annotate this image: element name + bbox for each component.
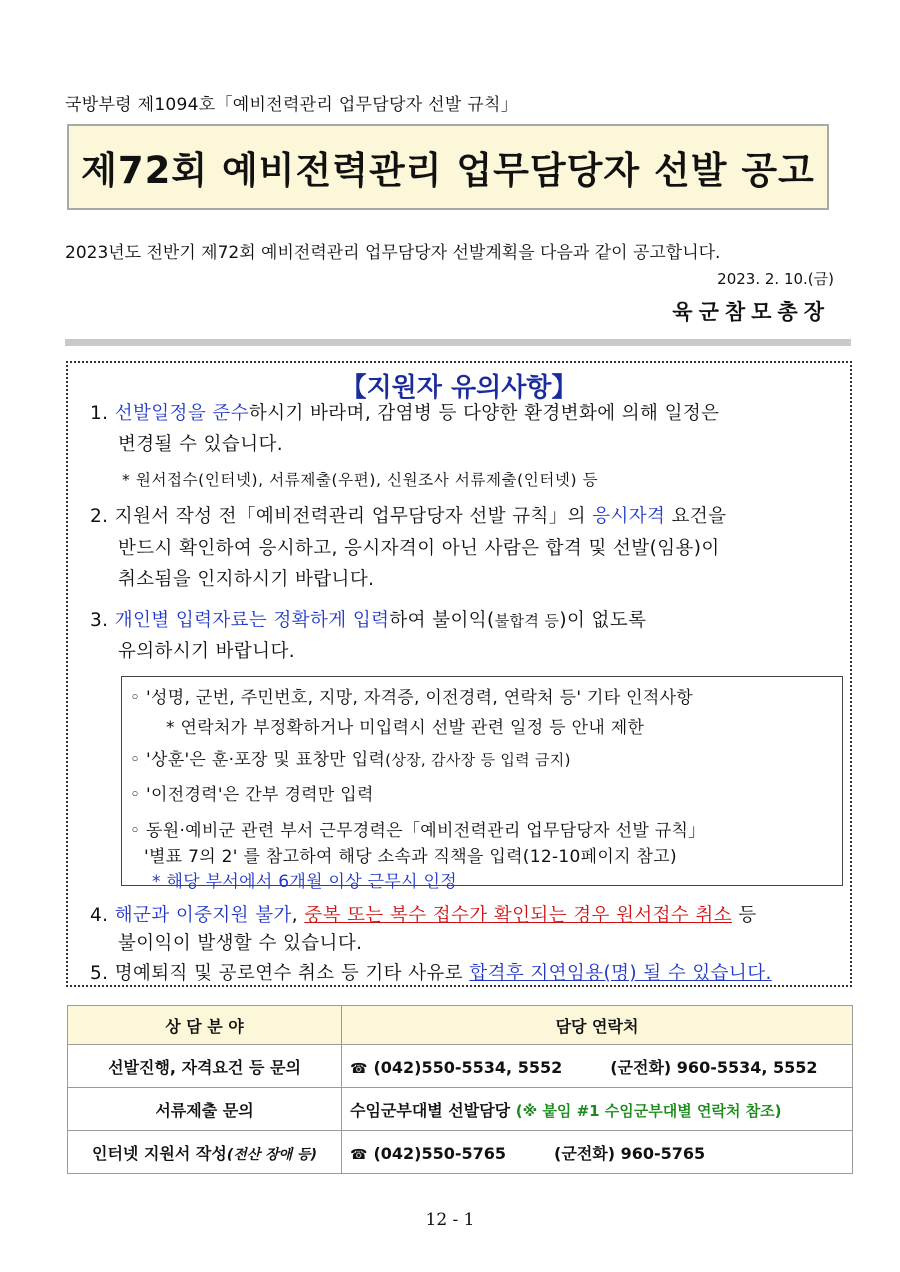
page-number: 12 - 1 xyxy=(425,1210,475,1230)
table-cell-contact: ☎ (042)550-5534, 5552 (군전화) 960-5534, 5552 xyxy=(342,1045,853,1088)
notice-item-1: 1. 선발일정을 준수하시기 바라며, 감염병 등 다양한 환경변화에 의해 일정은 xyxy=(90,403,720,424)
phone-icon: ☎ xyxy=(350,1060,368,1077)
notice-item-4-line2: 불이익이 발생할 수 있습니다. xyxy=(118,933,363,954)
contact-table xyxy=(67,1005,853,1174)
guideline-mobilization-line2: '별표 7의 2' 를 참고하여 해당 소속과 직책을 입력(12-10페이지 참고) xyxy=(144,847,677,867)
notice-item-3: 3. 개인별 입력자료는 정확하게 입력하여 불이익(불합격 등)이 없도록 xyxy=(90,610,647,631)
signer: 육군참모총장 xyxy=(672,300,830,324)
notice-item-3-line2: 유의하시기 바랍니다. xyxy=(118,641,296,662)
notice-box xyxy=(66,361,852,987)
table-cell-contact: 수임군부대별 선발담당 (※ 붙임 #1 수임군부대별 연락처 참조) xyxy=(342,1088,853,1131)
table-row xyxy=(68,1131,853,1174)
notice-item-5: 5. 명예퇴직 및 공로연수 취소 등 기타 사유로 합격후 지연임용(명) 될 수 있습니다. xyxy=(90,963,772,984)
notice-item-1-note: * 원서접수(인터넷), 서류제출(우편), 신원조사 서류제출(인터넷) 등 xyxy=(122,471,599,489)
divider xyxy=(65,339,851,346)
guideline-mobilization: ◦ 동원·예비군 관련 부서 근무경력은「예비전력관리 업무담당자 선발 규칙」 xyxy=(130,821,706,841)
notice-title: 【지원자 유의사항】 xyxy=(340,373,578,403)
phone-icon: ☎ xyxy=(350,1146,368,1163)
guideline-personal-info: ◦ '성명, 군번, 주민번호, 지망, 자격증, 이전경력, 연락처 등' 기타 인적사항 xyxy=(130,688,694,708)
table-cell-contact: ☎ (042)550-5765 (군전화) 960-5765 xyxy=(342,1131,853,1174)
notice-item-2-line2: 반드시 확인하여 응시하고, 응시자격이 아닌 사람은 합격 및 선발(임용)이 xyxy=(118,538,720,559)
table-cell-category: 선발진행, 자격요건 등 문의 xyxy=(68,1045,342,1088)
notice-item-2: 2. 지원서 작성 전「예비전력관리 업무담당자 선발 규칙」의 응시자격 요건을 xyxy=(90,506,727,527)
notice-item-4: 4. 해군과 이중지원 불가, 중복 또는 복수 접수가 확인되는 경우 원서접수 취소 등 xyxy=(90,905,757,926)
table-cell-category: 인터넷 지원서 작성(전산 장애 등) xyxy=(68,1131,342,1174)
page-title: 제72회 예비전력관리 업무담당자 선발 공고 xyxy=(81,149,815,192)
input-guidelines-box xyxy=(121,676,843,892)
table-row xyxy=(68,1045,853,1088)
table-header-category: 상 담 분 야 xyxy=(68,1006,342,1045)
guideline-mobilization-note: * 해당 부서에서 6개월 이상 근무시 인정 xyxy=(152,872,457,892)
intro-text: 2023년도 전반기 제72회 예비전력관리 업무담당자 선발계획을 다음과 같이 공고합니다. xyxy=(65,243,721,263)
table-header-contact: 담당 연락처 xyxy=(342,1006,853,1045)
table-header-row xyxy=(68,1006,853,1045)
table-cell-category: 서류제출 문의 xyxy=(68,1088,342,1131)
title-box xyxy=(67,124,829,210)
guideline-contact-note: * 연락처가 부정확하거나 미입력시 선발 관련 일정 등 안내 제한 xyxy=(166,718,645,738)
guideline-awards: ◦ '상훈'은 훈·포장 및 표창만 입력(상장, 감사장 등 입력 금지) xyxy=(130,750,571,770)
table-row xyxy=(68,1088,853,1131)
regulation-reference: 국방부령 제1094호「예비전력관리 업무담당자 선발 규칙」 xyxy=(65,95,519,115)
guideline-career: ◦ '이전경력'은 간부 경력만 입력 xyxy=(130,785,374,805)
notice-item-1-line2: 변경될 수 있습니다. xyxy=(118,434,284,455)
notice-date: 2023. 2. 10.(금) xyxy=(717,270,834,288)
notice-item-2-line3: 취소됨을 인지하시기 바랍니다. xyxy=(118,569,375,590)
